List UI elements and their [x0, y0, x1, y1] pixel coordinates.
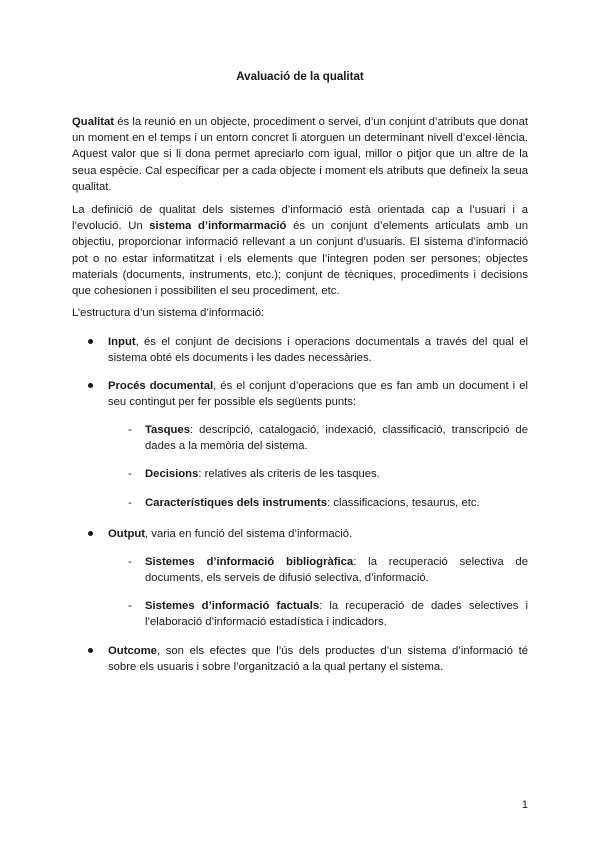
term-caracteristiques: Característiques dels instruments — [145, 497, 328, 509]
list-item-text: , varia en funció del sistema d’informació. — [145, 528, 353, 540]
paragraph-text: La definició de qualitat dels sistemes d’informació està orientada cap a l’usuari i a l’evolució. Un — [72, 204, 528, 233]
dash-icon: - — [128, 424, 132, 436]
dash-icon: - — [128, 556, 132, 568]
list-item-text: , és el conjunt de decisions i operacions documentals a través del qual el sistema obté els documents i les dades necessàries. — [108, 336, 528, 365]
sub-list-item — [72, 495, 528, 511]
list-item-text: , son els efectes que l’ús dels productes d’un sistema d’informació té sobre els usuaris i sobre l’organització a la qual pertany el sistema. — [108, 645, 528, 674]
dash-icon: - — [128, 468, 132, 480]
term-tasques: Tasques — [145, 424, 190, 436]
list-item — [72, 643, 528, 675]
sub-list-item — [72, 422, 528, 454]
term-sistemes-factuals: Sistemes d’informació factuals — [145, 600, 320, 612]
bullet-icon — [88, 383, 93, 388]
list-item — [72, 334, 528, 366]
list-item — [72, 526, 528, 542]
bullet-icon — [88, 648, 93, 653]
bullet-icon — [88, 531, 93, 536]
dash-icon: - — [128, 600, 132, 612]
term-decisions: Decisions — [145, 468, 199, 480]
document-title: Avaluació de la qualitat — [236, 71, 364, 83]
list-item-text: , és el conjunt d’operacions que es fan amb un document i el seu contingut per fer possible els següents punts: — [108, 380, 528, 409]
paragraph-text: és la reunió en un objecte, procediment o servei, d’un conjunt d’atributs que donat un moment en el temps i un entorn concret li atorguen un determinant nivell d’excel·lència. Aquest valor que si li dona permet apreciarlo com igual, millor o pitjor que un altre de la seua espècie. Cal especificar per a cada objecte i moment els atributs que defineix la seua qualitat. — [72, 116, 528, 193]
page-number: 1 — [521, 799, 528, 811]
sub-list-item-text: : la recuperació de dades selectives i l’elaboració d’informació estadística i indicadors. — [145, 600, 528, 629]
bullet-icon — [88, 339, 93, 344]
sub-list-item-text: : classificacions, tesaurus, etc. — [327, 497, 480, 509]
term-outcome: Outcome — [108, 645, 157, 657]
sub-list-item-text: : la recuperació selectiva de documents, els serveis de difusió selectiva, d’informació. — [145, 556, 528, 585]
term-output: Output — [108, 528, 146, 540]
paragraph-quality-definition — [72, 114, 528, 195]
sub-list-item — [72, 466, 528, 482]
sub-list-item — [72, 554, 528, 586]
term-qualitat: Qualitat — [72, 116, 115, 128]
paragraph-information-system — [72, 202, 528, 299]
sub-list-item-text: : descripció, catalogació, indexació, classificació, transcripció de dades a la memòria del sistema. — [145, 424, 528, 453]
list-item — [72, 378, 528, 410]
sub-list-item-text: : relatives als criteris de les tasques. — [198, 468, 380, 480]
dash-icon: - — [128, 497, 132, 509]
paragraph-text: és un conjunt d’elements articulats amb un objectiu, proporcionar informació rellevant a un conjunt d’usuaris. El sistema d’informació pot o no estar informatitzat i els elements que l’integren poden ser persones; objectes materials (documents, instruments, etc.); conjunt de tècniques, procediments i decisions que cohesionen i possibiliten el seu procediment, etc. — [72, 220, 529, 298]
paragraph-structure-intro: L’estructura d’un sistema d’informació: — [72, 307, 265, 319]
term-input: Input — [108, 336, 136, 348]
term-sistemes-bibliografica: Sistemes d’informació bibliogràfica — [145, 556, 354, 568]
term-proces-documental: Procés documental — [108, 380, 214, 392]
term-sistema-informacio: sistema d’informarmació — [149, 220, 287, 233]
sub-list-item — [72, 598, 528, 630]
